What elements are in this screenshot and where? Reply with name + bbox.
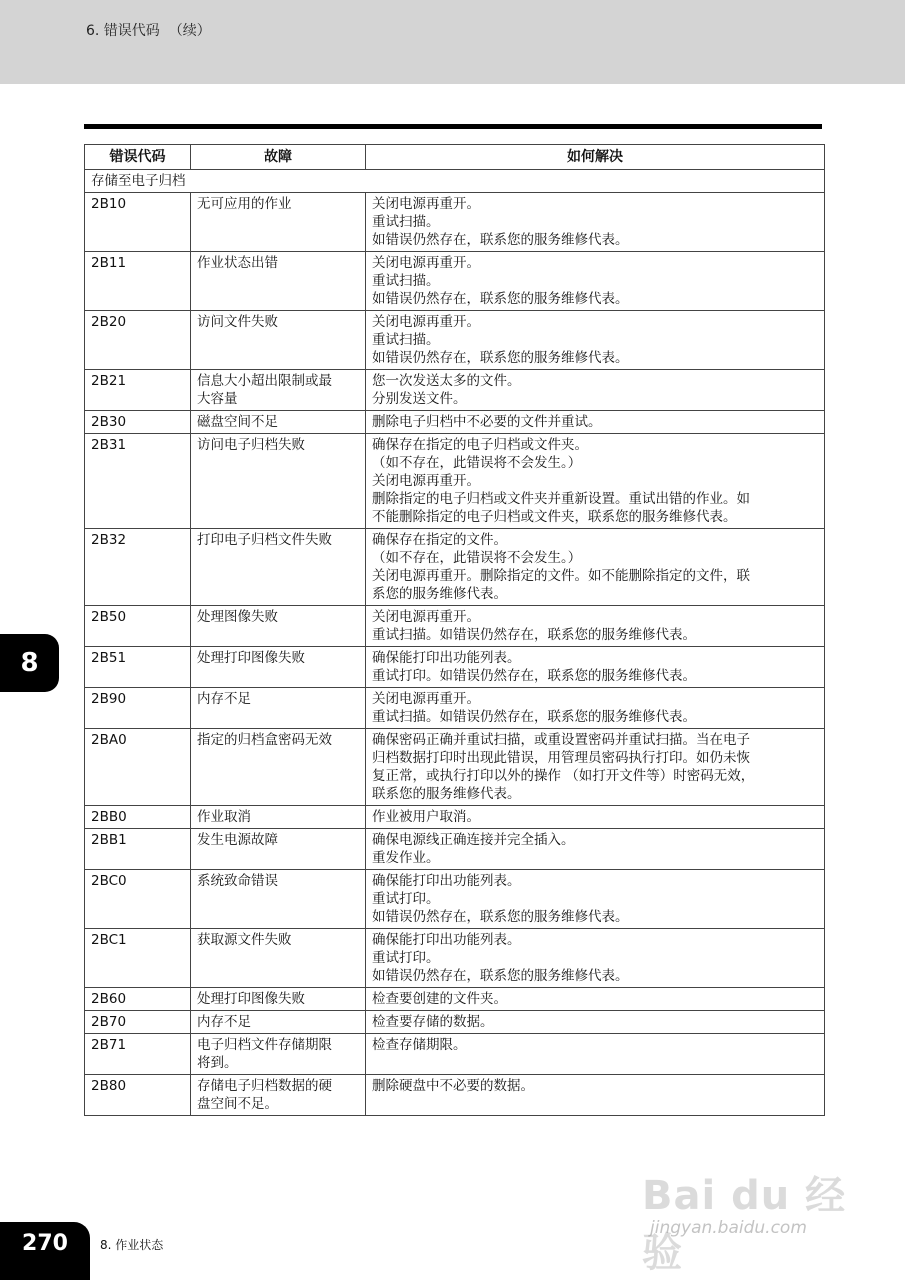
fault-cell	[191, 370, 366, 411]
solution-cell	[366, 870, 825, 929]
solution-cell	[366, 252, 825, 311]
solution-line: 如错误仍然存在，联系您的服务维修代表。	[372, 232, 629, 248]
fault-line: 获取源文件失败	[197, 932, 292, 948]
table-row	[85, 411, 825, 434]
error-code-cell: 2B31	[85, 434, 191, 529]
error-code-cell: 2BB0	[85, 806, 191, 829]
solution-line: 确保电源线正确连接并完全插入。	[372, 832, 575, 848]
table-row	[85, 529, 825, 606]
solution-cell	[366, 370, 825, 411]
fault-cell	[191, 411, 366, 434]
error-code-cell: 2BA0	[85, 729, 191, 806]
fault-line: 指定的归档盒密码无效	[197, 732, 332, 748]
fault-line: 内存不足	[197, 691, 251, 707]
solution-cell	[366, 311, 825, 370]
solution-line: 删除电子归档中不必要的文件并重试。	[372, 414, 602, 430]
solution-line: 关闭电源再重开。	[372, 691, 480, 707]
error-code-cell: 2BB1	[85, 829, 191, 870]
fault-line: 大容量	[197, 391, 238, 407]
fault-line: 无可应用的作业	[197, 196, 292, 212]
table-row	[85, 870, 825, 929]
table-row	[85, 688, 825, 729]
fault-cell	[191, 1011, 366, 1034]
watermark-url: jingyan.baidu.com	[650, 1218, 807, 1238]
solution-cell	[366, 647, 825, 688]
fault-cell	[191, 1075, 366, 1116]
page-header-title: 6. 错误代码 （续）	[86, 23, 211, 39]
fault-line: 电子归档文件存储期限	[197, 1037, 332, 1053]
table-row	[85, 370, 825, 411]
solution-line: 删除指定的电子归档或文件夹并重新设置。重试出错的作业。如	[372, 491, 750, 507]
solution-line: 重试扫描。如错误仍然存在，联系您的服务维修代表。	[372, 627, 696, 643]
solution-cell	[366, 829, 825, 870]
solution-cell	[366, 411, 825, 434]
fault-line: 系统致命错误	[197, 873, 278, 889]
fault-cell	[191, 988, 366, 1011]
table-body	[85, 170, 825, 1116]
fault-line: 磁盘空间不足	[197, 414, 278, 430]
solution-line: 检查要存储的数据。	[372, 1014, 494, 1030]
fault-cell	[191, 193, 366, 252]
table-row	[85, 647, 825, 688]
solution-line: 重试打印。如错误仍然存在，联系您的服务维修代表。	[372, 668, 696, 684]
fault-cell	[191, 929, 366, 988]
solution-cell	[366, 434, 825, 529]
solution-line: 重试扫描。如错误仍然存在，联系您的服务维修代表。	[372, 709, 696, 725]
fault-cell	[191, 829, 366, 870]
fault-cell	[191, 434, 366, 529]
solution-line: 确保存在指定的电子归档或文件夹。	[372, 437, 588, 453]
solution-line: 关闭电源再重开。删除指定的文件。如不能删除指定的文件，联	[372, 568, 750, 584]
header-fault: 故障	[191, 145, 366, 170]
solution-line: 重发作业。	[372, 850, 440, 866]
solution-line: 如错误仍然存在，联系您的服务维修代表。	[372, 909, 629, 925]
error-code-cell: 2B90	[85, 688, 191, 729]
solution-cell	[366, 688, 825, 729]
solution-line: 重试扫描。	[372, 273, 440, 289]
solution-line: 检查要创建的文件夹。	[372, 991, 507, 1007]
solution-line: 关闭电源再重开。	[372, 473, 480, 489]
table-row	[85, 1011, 825, 1034]
table-row	[85, 606, 825, 647]
fault-line: 处理打印图像失败	[197, 650, 305, 666]
error-code-cell: 2B21	[85, 370, 191, 411]
top-divider	[84, 124, 822, 129]
solution-line: 确保密码正确并重试扫描，或重设置密码并重试扫描。当在电子	[372, 732, 750, 748]
solution-line: 复正常，或执行打印以外的操作 （如打开文件等）时密码无效，	[372, 768, 755, 784]
solution-line: 重试打印。	[372, 950, 440, 966]
fault-cell	[191, 252, 366, 311]
solution-line: 联系您的服务维修代表。	[372, 786, 521, 802]
table-row	[85, 1075, 825, 1116]
solution-line: 删除硬盘中不必要的数据。	[372, 1078, 534, 1094]
solution-line: 归档数据打印时出现此错误，用管理员密码执行打印。如仍未恢	[372, 750, 750, 766]
solution-line: 重试打印。	[372, 891, 440, 907]
solution-line: 系您的服务维修代表。	[372, 586, 507, 602]
solution-line: 如错误仍然存在，联系您的服务维修代表。	[372, 350, 629, 366]
table-header-row	[85, 145, 825, 170]
error-code-cell: 2B70	[85, 1011, 191, 1034]
fault-cell	[191, 729, 366, 806]
fault-line: 发生电源故障	[197, 832, 278, 848]
fault-line: 打印电子归档文件失败	[197, 532, 332, 548]
solution-cell	[366, 929, 825, 988]
error-code-cell: 2B50	[85, 606, 191, 647]
fault-line: 盘空间不足。	[197, 1096, 278, 1112]
solution-cell	[366, 1075, 825, 1116]
error-code-cell: 2B30	[85, 411, 191, 434]
page-number: 270	[0, 1222, 90, 1280]
table-row	[85, 1034, 825, 1075]
solution-line: 重试扫描。	[372, 214, 440, 230]
solution-line: （如不存在，此错误将不会发生。）	[372, 455, 582, 471]
error-code-cell: 2B32	[85, 529, 191, 606]
solution-cell	[366, 193, 825, 252]
table-row	[85, 193, 825, 252]
solution-line: 关闭电源再重开。	[372, 314, 480, 330]
watermark	[642, 1146, 852, 1276]
solution-line: 确保能打印出功能列表。	[372, 873, 521, 889]
solution-line: 您一次发送太多的文件。	[372, 373, 521, 389]
error-code-cell: 2B71	[85, 1034, 191, 1075]
solution-line: 作业被用户取消。	[372, 809, 480, 825]
solution-line: 不能删除指定的电子归档或文件夹，联系您的服务维修代表。	[372, 509, 737, 525]
fault-cell	[191, 806, 366, 829]
fault-line: 内存不足	[197, 1014, 251, 1030]
error-code-cell: 2BC0	[85, 870, 191, 929]
fault-line: 处理打印图像失败	[197, 991, 305, 1007]
fault-line: 访问电子归档失败	[197, 437, 305, 453]
table-row	[85, 434, 825, 529]
fault-line: 信息大小超出限制或最	[197, 373, 332, 389]
fault-cell	[191, 870, 366, 929]
solution-cell	[366, 729, 825, 806]
solution-cell	[366, 1034, 825, 1075]
solution-line: 确保能打印出功能列表。	[372, 650, 521, 666]
error-code-cell: 2B10	[85, 193, 191, 252]
solution-line: 确保能打印出功能列表。	[372, 932, 521, 948]
solution-line: 检查存储期限。	[372, 1037, 467, 1053]
solution-line: （如不存在，此错误将不会发生。）	[372, 550, 582, 566]
solution-line: 分别发送文件。	[372, 391, 467, 407]
solution-cell	[366, 529, 825, 606]
solution-cell	[366, 806, 825, 829]
table-row	[85, 829, 825, 870]
chapter-tab: 8	[0, 634, 59, 692]
solution-line: 关闭电源再重开。	[372, 196, 480, 212]
footer-chapter: 8. 作业状态	[100, 1238, 164, 1252]
error-code-cell: 2B20	[85, 311, 191, 370]
error-code-cell: 2B60	[85, 988, 191, 1011]
solution-cell	[366, 988, 825, 1011]
fault-cell	[191, 1034, 366, 1075]
error-code-cell: 2BC1	[85, 929, 191, 988]
fault-line: 将到。	[197, 1055, 238, 1071]
fault-cell	[191, 606, 366, 647]
table-row	[85, 806, 825, 829]
solution-line: 重试扫描。	[372, 332, 440, 348]
table-row	[85, 311, 825, 370]
error-code-table	[84, 144, 825, 1116]
section-title: 存储至电子归档	[85, 170, 825, 193]
error-code-cell: 2B51	[85, 647, 191, 688]
table-row	[85, 252, 825, 311]
header-error-code: 错误代码	[85, 145, 191, 170]
table-row	[85, 988, 825, 1011]
fault-line: 处理图像失败	[197, 609, 278, 625]
solution-cell	[366, 606, 825, 647]
solution-cell	[366, 1011, 825, 1034]
fault-cell	[191, 529, 366, 606]
table-row	[85, 729, 825, 806]
fault-cell	[191, 311, 366, 370]
fault-line: 作业取消	[197, 809, 251, 825]
solution-line: 如错误仍然存在，联系您的服务维修代表。	[372, 291, 629, 307]
fault-line: 存储电子归档数据的硬	[197, 1078, 332, 1094]
solution-line: 关闭电源再重开。	[372, 609, 480, 625]
solution-line: 关闭电源再重开。	[372, 255, 480, 271]
header-solution: 如何解决	[366, 145, 825, 170]
fault-cell	[191, 688, 366, 729]
watermark-logo: Bai du 经验	[642, 1173, 847, 1276]
table-row	[85, 929, 825, 988]
error-code-cell: 2B80	[85, 1075, 191, 1116]
section-row	[85, 170, 825, 193]
error-code-cell: 2B11	[85, 252, 191, 311]
solution-line: 如错误仍然存在，联系您的服务维修代表。	[372, 968, 629, 984]
fault-line: 作业状态出错	[197, 255, 278, 271]
fault-line: 访问文件失败	[197, 314, 278, 330]
solution-line: 确保存在指定的文件。	[372, 532, 507, 548]
fault-cell	[191, 647, 366, 688]
header-band	[0, 0, 905, 84]
